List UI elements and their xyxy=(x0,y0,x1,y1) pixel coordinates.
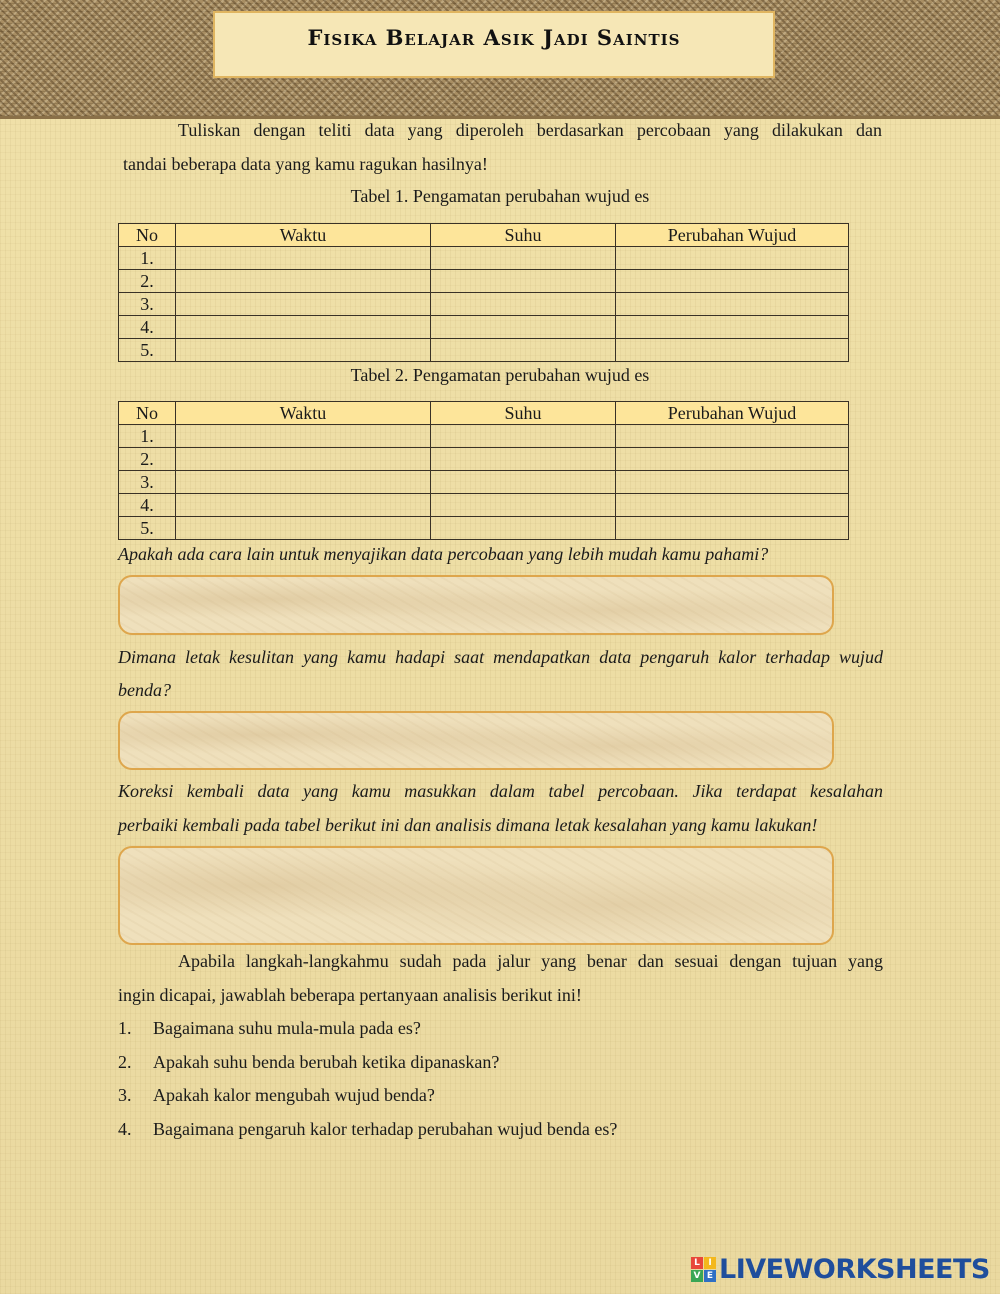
column-header-suhu: Suhu xyxy=(431,224,616,247)
row-number: 3. xyxy=(119,293,176,316)
liveworksheets-logo[interactable] xyxy=(691,1254,990,1284)
row-number: 5. xyxy=(119,517,176,540)
suhu-cell[interactable] xyxy=(431,247,616,270)
table-row xyxy=(119,293,849,316)
table-row xyxy=(119,471,849,494)
perubahan-wujud-cell[interactable] xyxy=(616,316,849,339)
question-3-line-2: perbaiki kembali pada tabel berikut ini dan analisis dimana letak kesalahan yang kamu lakukan! xyxy=(118,815,818,835)
suhu-cell[interactable] xyxy=(431,425,616,448)
column-header-waktu: Waktu xyxy=(176,402,431,425)
table-header-row xyxy=(119,224,849,247)
waktu-cell[interactable] xyxy=(176,494,431,517)
answer-box-3[interactable] xyxy=(118,846,834,945)
table-row xyxy=(119,270,849,293)
suhu-cell[interactable] xyxy=(431,339,616,362)
table-row xyxy=(119,247,849,270)
question-1: Apakah ada cara lain untuk menyajikan data percobaan yang lebih mudah kamu pahami? xyxy=(118,544,769,564)
suhu-cell[interactable] xyxy=(431,494,616,517)
perubahan-wujud-cell[interactable] xyxy=(616,471,849,494)
perubahan-wujud-cell[interactable] xyxy=(616,293,849,316)
suhu-cell[interactable] xyxy=(431,270,616,293)
page-title: Fisika Belajar Asik Jadi Saintis xyxy=(307,25,681,50)
column-header-waktu: Waktu xyxy=(176,224,431,247)
waktu-cell[interactable] xyxy=(176,247,431,270)
perubahan-wujud-cell[interactable] xyxy=(616,494,849,517)
analysis-item-text: Bagaimana suhu mula-mula pada es? xyxy=(153,1018,421,1038)
answer-box-1[interactable] xyxy=(118,575,834,635)
analysis-item-text: Bagaimana pengaruh kalor terhadap perubahan wujud benda es? xyxy=(153,1119,618,1139)
observation-table-1 xyxy=(118,223,849,362)
logo-icon xyxy=(691,1257,716,1282)
row-number: 1. xyxy=(119,425,176,448)
analysis-item-number: 1. xyxy=(118,1018,132,1038)
perubahan-wujud-cell[interactable] xyxy=(616,247,849,270)
waktu-cell[interactable] xyxy=(176,471,431,494)
row-number: 1. xyxy=(119,247,176,270)
row-number: 4. xyxy=(119,494,176,517)
answer-box-2[interactable] xyxy=(118,711,834,770)
question-2-line-2: benda? xyxy=(118,680,171,700)
analysis-item-number: 3. xyxy=(118,1085,132,1105)
table2-caption: Tabel 2. Pengamatan perubahan wujud es xyxy=(350,365,650,385)
row-number: 5. xyxy=(119,339,176,362)
suhu-cell[interactable] xyxy=(431,471,616,494)
perubahan-wujud-cell[interactable] xyxy=(616,425,849,448)
table1-caption: Tabel 1. Pengamatan perubahan wujud es xyxy=(350,186,650,206)
perubahan-wujud-cell[interactable] xyxy=(616,448,849,471)
column-header-no: No xyxy=(119,402,176,425)
waktu-cell[interactable] xyxy=(176,339,431,362)
row-number: 3. xyxy=(119,471,176,494)
table-header-row xyxy=(119,402,849,425)
analysis-item-text: Apakah kalor mengubah wujud benda? xyxy=(153,1085,435,1105)
analysis-item-number: 2. xyxy=(118,1052,132,1072)
table-row xyxy=(119,339,849,362)
column-header-perubahan-wujud: Perubahan Wujud xyxy=(616,402,849,425)
waktu-cell[interactable] xyxy=(176,448,431,471)
row-number: 2. xyxy=(119,270,176,293)
intro-line-2: tandai beberapa data yang kamu ragukan hasilnya! xyxy=(123,154,488,174)
perubahan-wujud-cell[interactable] xyxy=(616,339,849,362)
waktu-cell[interactable] xyxy=(176,316,431,339)
table-row xyxy=(119,425,849,448)
column-header-perubahan-wujud: Perubahan Wujud xyxy=(616,224,849,247)
question-3-line-1: Koreksi kembali data yang kamu masukkan dalam tabel percobaan. Jika terdapat kesalahan xyxy=(118,781,883,801)
analysis-intro-line-2: ingin dicapai, jawablah beberapa pertanyaan analisis berikut ini! xyxy=(118,985,582,1005)
waktu-cell[interactable] xyxy=(176,293,431,316)
waktu-cell[interactable] xyxy=(176,425,431,448)
logo-letter-v: V xyxy=(691,1270,703,1282)
row-number: 2. xyxy=(119,448,176,471)
table-row xyxy=(119,448,849,471)
analysis-intro-line-1: Apabila langkah-langkahmu sudah pada jalur yang benar dan sesuai dengan tujuan yang xyxy=(178,951,883,971)
analysis-item-text: Apakah suhu benda berubah ketika dipanaskan? xyxy=(153,1052,500,1072)
logo-text: LIVEWORKSHEETS xyxy=(719,1253,990,1285)
suhu-cell[interactable] xyxy=(431,316,616,339)
logo-letter-e: E xyxy=(704,1270,716,1282)
logo-letter-l: L xyxy=(691,1257,703,1269)
observation-table-2 xyxy=(118,401,849,540)
perubahan-wujud-cell[interactable] xyxy=(616,270,849,293)
analysis-item-number: 4. xyxy=(118,1119,132,1139)
question-2-line-1: Dimana letak kesulitan yang kamu hadapi saat mendapatkan data pengaruh kalor terhadap wujud xyxy=(118,647,883,667)
row-number: 4. xyxy=(119,316,176,339)
title-box xyxy=(213,11,775,78)
waktu-cell[interactable] xyxy=(176,270,431,293)
logo-letter-i: I xyxy=(704,1257,716,1269)
intro-line-1: Tuliskan dengan teliti data yang diperoleh berdasarkan percobaan yang dilakukan dan xyxy=(178,120,882,140)
column-header-no: No xyxy=(119,224,176,247)
suhu-cell[interactable] xyxy=(431,448,616,471)
suhu-cell[interactable] xyxy=(431,293,616,316)
table-row xyxy=(119,316,849,339)
table-row xyxy=(119,494,849,517)
column-header-suhu: Suhu xyxy=(431,402,616,425)
